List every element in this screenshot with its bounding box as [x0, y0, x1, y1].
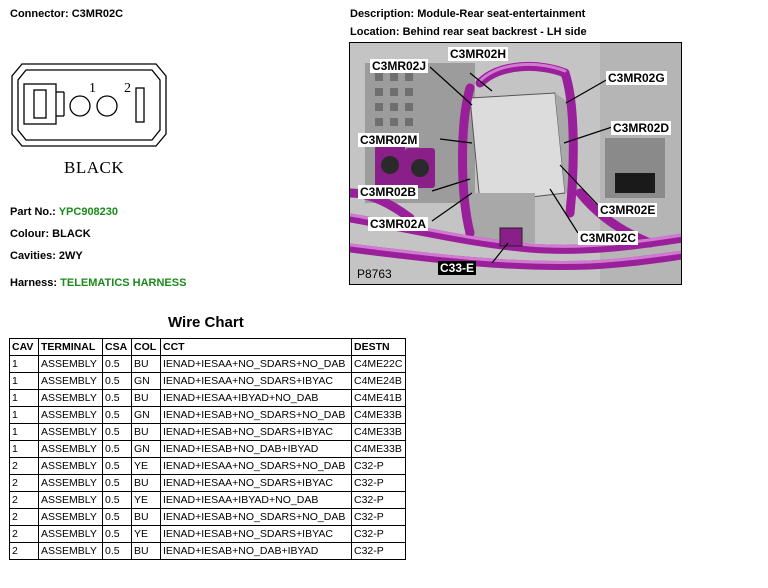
header-destn: DESTN: [352, 339, 406, 356]
callout-c3mr02m: C3MR02M: [360, 133, 418, 147]
cell-col: YE: [132, 458, 161, 475]
cell-cct: IENAD+IESAB+NO_SDARS+NO_DAB: [161, 509, 352, 526]
cell-terminal: ASSEMBLY: [39, 509, 103, 526]
table-row: [10, 424, 406, 441]
cell-csa: 0.5: [103, 543, 132, 560]
cavity-1-circle: [70, 96, 90, 116]
cell-destn: C32-P: [352, 509, 406, 526]
cell-cav: 1: [10, 373, 39, 390]
cell-terminal: ASSEMBLY: [39, 458, 103, 475]
table-row: [10, 373, 406, 390]
colour-value: BLACK: [52, 228, 91, 240]
header-cav: CAV: [10, 339, 39, 356]
location-photo: [349, 42, 682, 285]
harness-label: Harness:: [10, 277, 58, 289]
cell-cav: 2: [10, 458, 39, 475]
cell-cct: IENAD+IESAA+NO_SDARS+IBYAC: [161, 373, 352, 390]
cell-cav: 1: [10, 441, 39, 458]
cell-destn: C4ME33B: [352, 424, 406, 441]
cell-destn: C32-P: [352, 526, 406, 543]
table-row: [10, 390, 406, 407]
header-col: COL: [132, 339, 161, 356]
cell-col: GN: [132, 441, 161, 458]
colour-line: [10, 228, 91, 240]
cell-cav: 2: [10, 509, 39, 526]
cell-cav: 1: [10, 390, 39, 407]
cell-col: BU: [132, 390, 161, 407]
cell-destn: C4ME33B: [352, 441, 406, 458]
cell-csa: 0.5: [103, 526, 132, 543]
callout-c3mr02a: C3MR02A: [370, 217, 427, 231]
wire-chart-body: [10, 356, 406, 560]
cavities-line: [10, 250, 83, 262]
cell-cav: 2: [10, 492, 39, 509]
callout-c3mr02h: C3MR02H: [450, 47, 507, 61]
cavities-label: Cavities:: [10, 250, 56, 262]
connector-line: [10, 8, 123, 20]
cell-terminal: ASSEMBLY: [39, 407, 103, 424]
cell-cct: IENAD+IESAA+NO_SDARS+NO_DAB: [161, 356, 352, 373]
cell-cct: IENAD+IESAB+NO_SDARS+NO_DAB: [161, 407, 352, 424]
cell-terminal: ASSEMBLY: [39, 492, 103, 509]
cell-cav: 1: [10, 356, 39, 373]
cell-terminal: ASSEMBLY: [39, 526, 103, 543]
cell-destn: C4ME22C: [352, 356, 406, 373]
cell-cct: IENAD+IESAA+NO_SDARS+NO_DAB: [161, 458, 352, 475]
cell-cct: IENAD+IESAB+NO_DAB+IBYAD: [161, 543, 352, 560]
table-row: [10, 509, 406, 526]
cell-terminal: ASSEMBLY: [39, 424, 103, 441]
cell-destn: C32-P: [352, 543, 406, 560]
cell-col: BU: [132, 424, 161, 441]
connector-colour-label: BLACK: [64, 158, 125, 177]
cell-cct: IENAD+IESAA+IBYAD+NO_DAB: [161, 390, 352, 407]
cell-csa: 0.5: [103, 492, 132, 509]
cell-destn: C4ME24B: [352, 373, 406, 390]
header-cct: CCT: [161, 339, 352, 356]
location-line: [350, 26, 587, 38]
cavities-value: 2WY: [58, 250, 83, 262]
cell-terminal: ASSEMBLY: [39, 390, 103, 407]
cell-csa: 0.5: [103, 458, 132, 475]
cell-cav: 1: [10, 424, 39, 441]
table-row: [10, 441, 406, 458]
cell-cav: 2: [10, 543, 39, 560]
header-csa: CSA: [103, 339, 132, 356]
colour-label: Colour:: [10, 228, 50, 240]
location-value: Behind rear seat backrest - LH side: [402, 26, 587, 38]
cell-cct: IENAD+IESAB+NO_SDARS+IBYAC: [161, 526, 352, 543]
cell-cav: 2: [10, 475, 39, 492]
cell-csa: 0.5: [103, 407, 132, 424]
table-row: [10, 407, 406, 424]
cell-col: BU: [132, 509, 161, 526]
connector-id: C3MR02C: [71, 8, 124, 20]
table-row: [10, 475, 406, 492]
cell-csa: 0.5: [103, 441, 132, 458]
cell-col: YE: [132, 492, 161, 509]
cavity-1-label: 1: [89, 81, 96, 96]
cell-terminal: ASSEMBLY: [39, 441, 103, 458]
wire-chart-header-row: [10, 339, 406, 356]
callout-c3mr02g: C3MR02G: [608, 71, 665, 85]
callout-c3mr02b: C3MR02B: [360, 185, 417, 199]
location-label: Location:: [350, 26, 400, 38]
cell-destn: C32-P: [352, 492, 406, 509]
connector-label: Connector:: [10, 8, 69, 20]
callout-c3mr02c: C3MR02C: [580, 231, 637, 245]
callout-c3mr02d: C3MR02D: [613, 121, 670, 135]
table-row: [10, 526, 406, 543]
harness-link[interactable]: TELEMATICS HARNESS: [60, 277, 187, 289]
cell-csa: 0.5: [103, 424, 132, 441]
cell-terminal: ASSEMBLY: [39, 356, 103, 373]
table-row: [10, 356, 406, 373]
cavity-2-circle: [97, 96, 117, 116]
cell-cct: IENAD+IESAA+IBYAD+NO_DAB: [161, 492, 352, 509]
table-row: [10, 492, 406, 509]
cell-col: YE: [132, 526, 161, 543]
wire-chart-table: [9, 338, 406, 560]
cell-cct: IENAD+IESAA+NO_SDARS+IBYAC: [161, 475, 352, 492]
cell-cct: IENAD+IESAB+NO_DAB+IBYAD: [161, 441, 352, 458]
cell-cav: 2: [10, 526, 39, 543]
cell-col: BU: [132, 356, 161, 373]
part-no-label: Part No.:: [10, 206, 56, 218]
harness-line: [10, 277, 186, 289]
cell-csa: 0.5: [103, 475, 132, 492]
callout-c3mr02j: C3MR02J: [372, 59, 427, 73]
callout-c33-e: C33-E: [440, 261, 475, 275]
header-terminal: TERMINAL: [39, 339, 103, 356]
cell-terminal: ASSEMBLY: [39, 543, 103, 560]
cell-col: GN: [132, 407, 161, 424]
cell-col: BU: [132, 475, 161, 492]
description-line: [350, 8, 585, 20]
cell-col: GN: [132, 373, 161, 390]
photo-reference: P8763: [357, 267, 392, 281]
description-value: Module-Rear seat-entertainment: [417, 8, 586, 20]
cell-destn: C32-P: [352, 458, 406, 475]
part-no-line: [10, 206, 118, 218]
cell-cav: 1: [10, 407, 39, 424]
callout-c3mr02e: C3MR02E: [600, 203, 656, 217]
cell-csa: 0.5: [103, 509, 132, 526]
cell-destn: C32-P: [352, 475, 406, 492]
table-row: [10, 458, 406, 475]
cell-csa: 0.5: [103, 373, 132, 390]
cell-col: BU: [132, 543, 161, 560]
cell-terminal: ASSEMBLY: [39, 373, 103, 390]
connector-face-diagram: [10, 62, 170, 152]
cavity-2-label: 2: [124, 81, 131, 96]
part-no-link[interactable]: YPC908230: [58, 206, 119, 218]
wire-chart-title: Wire Chart: [168, 314, 244, 331]
cell-terminal: ASSEMBLY: [39, 475, 103, 492]
cell-destn: C4ME33B: [352, 407, 406, 424]
cell-destn: C4ME41B: [352, 390, 406, 407]
cell-csa: 0.5: [103, 390, 132, 407]
cell-cct: IENAD+IESAB+NO_SDARS+IBYAC: [161, 424, 352, 441]
cell-csa: 0.5: [103, 356, 132, 373]
table-row: [10, 543, 406, 560]
description-label: Description:: [350, 8, 415, 20]
